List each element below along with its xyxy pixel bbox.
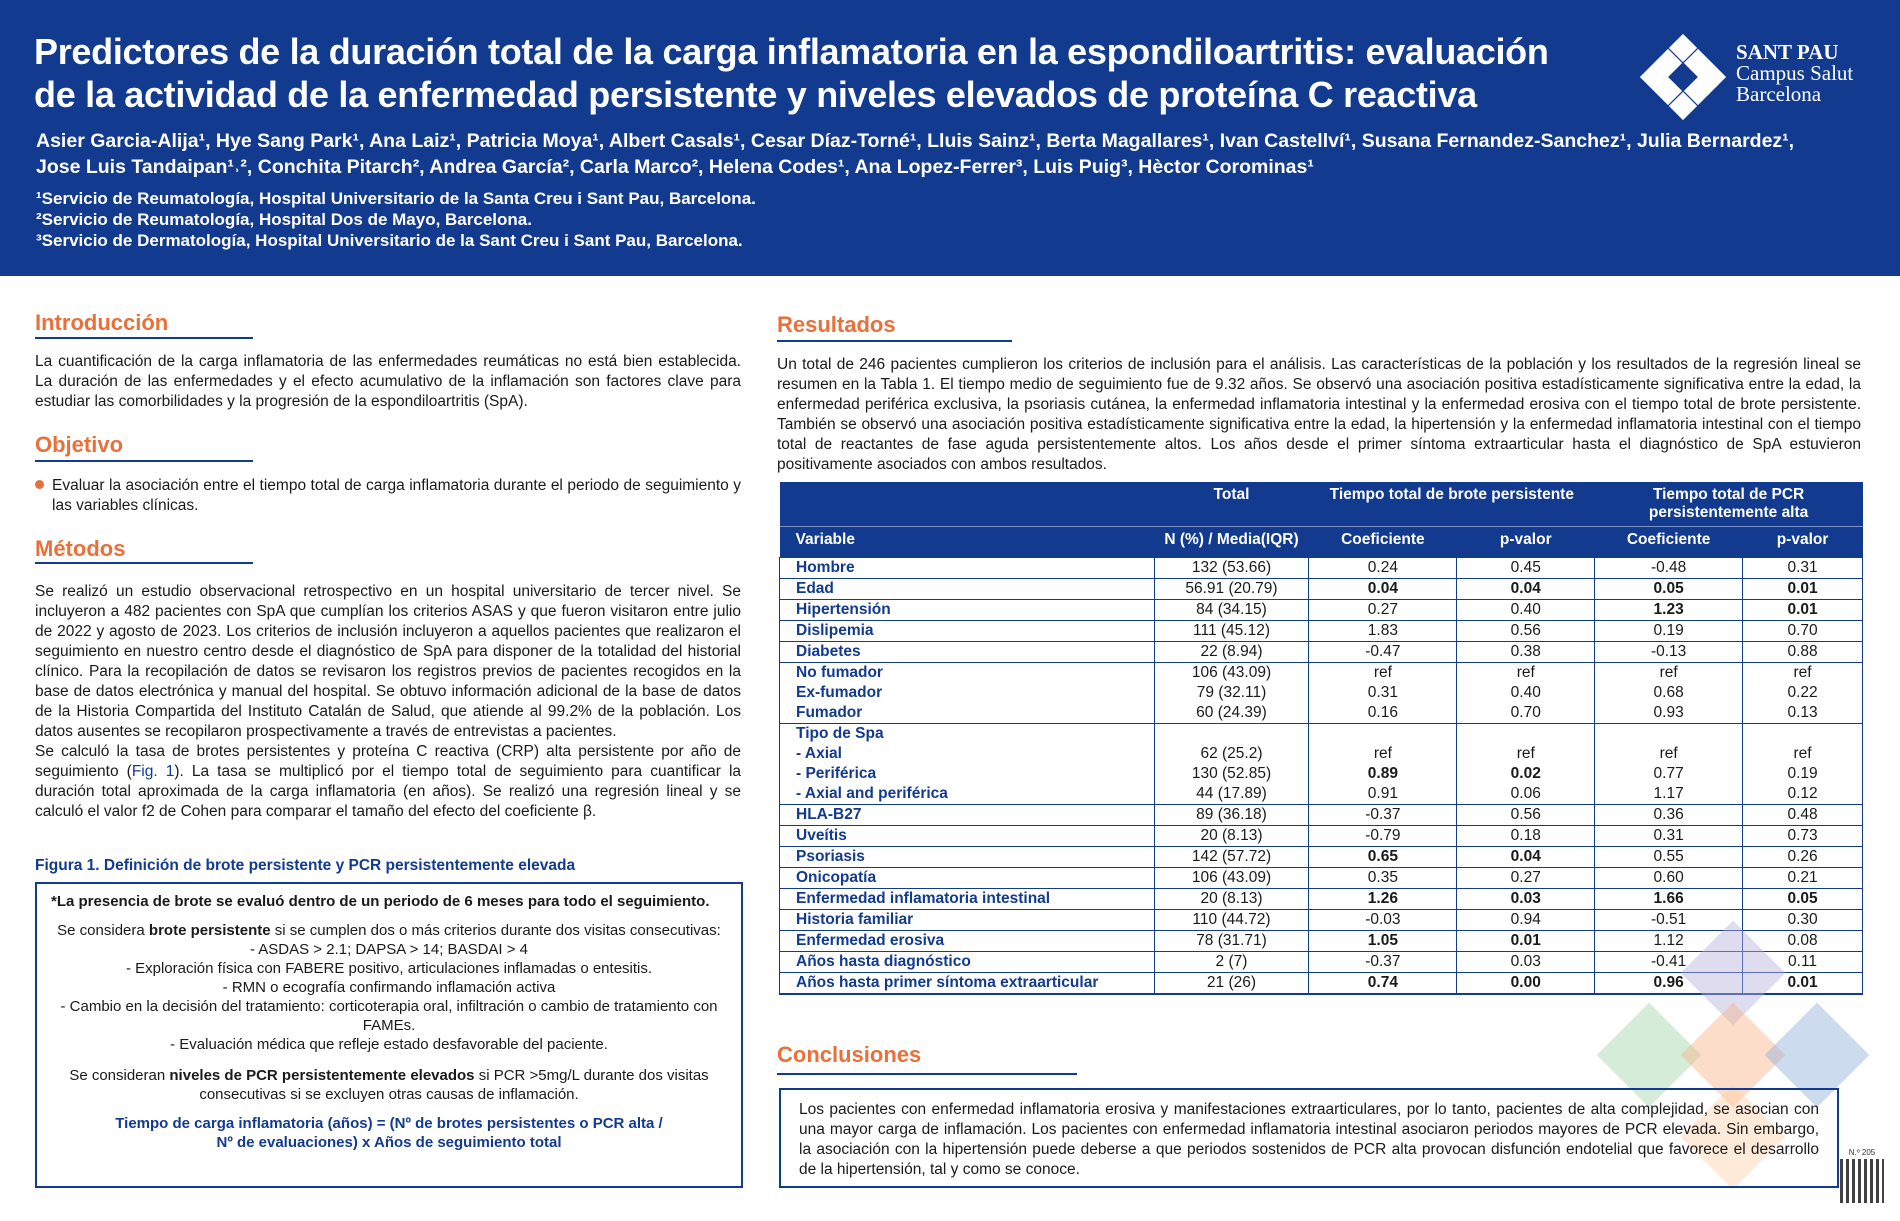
cell-coef-pcr: 0.60 xyxy=(1595,868,1743,889)
cell-coef-brote: ref xyxy=(1309,663,1457,684)
cell-coef-pcr: ref xyxy=(1595,744,1743,764)
cell-coef-pcr: 0.68 xyxy=(1595,683,1743,703)
cell-p-brote: 0.04 xyxy=(1457,847,1595,868)
cell-total: 111 (45.12) xyxy=(1154,621,1309,642)
metodos-heading: Métodos xyxy=(35,536,126,561)
cell-coef-pcr: 0.77 xyxy=(1595,764,1743,784)
cell-p-pcr: 0.01 xyxy=(1743,579,1863,600)
table-row xyxy=(780,683,1863,703)
cell-p-pcr: 0.19 xyxy=(1743,764,1863,784)
table-row xyxy=(780,889,1863,910)
cell-coef-pcr: 1.12 xyxy=(1595,931,1743,952)
cell-variable: No fumador xyxy=(780,663,1155,684)
cell-coef-pcr: -0.48 xyxy=(1595,558,1743,579)
heading-underline xyxy=(35,562,253,564)
table-header-row-2 xyxy=(780,527,1863,558)
table-row xyxy=(780,847,1863,868)
results-table xyxy=(779,482,1863,995)
author-list: Asier Garcia-Alija¹, Hye Sang Park¹, Ana Laiz¹, Patricia Moya¹, Albert Casals¹, Cesar Díaz-Torné¹, Lluis Sainz¹, Berta Magallares¹, Ivan Castellví¹, Susana Fernandez-Sanchez¹, Julia Bernardez¹, Jose Luis Tandaipan¹˒², Conchita Pitarch², Andrea García², Carla Marco², Helena Codes¹, Ana Lopez-Ferrer³, Luis Puig³, Hèctor Corominas¹ xyxy=(36,130,1795,178)
cell-coef-brote: 1.26 xyxy=(1309,889,1457,910)
cell-variable: Hombre xyxy=(780,558,1155,579)
cell-variable: - Axial and periférica xyxy=(780,784,1155,805)
cell-total xyxy=(1154,724,1309,745)
introduccion-heading: Introducción xyxy=(35,310,169,335)
cell-total: 20 (8.13) xyxy=(1154,889,1309,910)
metodos-paragraph-1: Se realizó un estudio observacional retrospectivo en un hospital universitario de tercer nivel. Se incluyeron a 482 pacientes con SpA que cumplían los criterios ASAS y que fueron visitaron entre julio de 2022 y agosto de 2023. Los criterios de inclusión incluyeron a aquellos pacientes que realizaron el seguimiento en nuestro centro desde el diagnóstico de SpA para disponer de la totalidad del historial clínico. Para la recopilación de datos se revisaron los registros previos de pacientes recogidos en la base de datos electrónica y manual del hospital. Se obtuvo información adicional de la base de datos de la Historia Compartida del Instituto Catalán de Salud, que atiende al 99.2% de la población. Los datos ausentes se recopilaron prospectivamente a través de entrevistas a pacientes. xyxy=(35,583,741,740)
table-row xyxy=(780,703,1863,724)
cell-coef-pcr: 0.36 xyxy=(1595,805,1743,826)
qr-code-icon xyxy=(1840,1159,1884,1203)
pcr-definition: Se consideran niveles de PCR persistentemente elevados si PCR >5mg/L durante dos visitas consecutivas si se excluyen otras causas de inflamación. xyxy=(69,1067,709,1103)
cell-total: 44 (17.89) xyxy=(1154,784,1309,805)
cell-coef-pcr xyxy=(1595,724,1743,745)
cell-coef-pcr: 0.96 xyxy=(1595,973,1743,995)
cell-total: 22 (8.94) xyxy=(1154,642,1309,663)
cell-coef-brote: 0.31 xyxy=(1309,683,1457,703)
cell-total: 106 (43.09) xyxy=(1154,868,1309,889)
criterion-item: - ASDAS > 2.1; DAPSA > 14; BASDAI > 4 xyxy=(249,941,529,958)
cell-variable: Historia familiar xyxy=(780,910,1155,931)
cell-coef-brote: -0.47 xyxy=(1309,642,1457,663)
cell-p-pcr: 0.05 xyxy=(1743,889,1863,910)
col-header-variable: Variable xyxy=(780,527,1155,558)
col-header-pcr: Tiempo total de PCR persistentemente alta xyxy=(1595,482,1863,527)
table-row xyxy=(780,931,1863,952)
cell-p-brote: 0.01 xyxy=(1457,931,1595,952)
metodos-paragraph-2: Se calculó la tasa de brotes persistentes y proteína C reactiva (CRP) alta persistente por año de seguimiento (Fig. 1). La tasa se multiplicó por el tiempo total de seguimiento para cuantificar la duración total aproximada de la carga inflamatoria (en años). Se realizó una regresión lineal y se calculó el valor f2 de Cohen para comparar el tamaño del efecto del coeficiente β. xyxy=(35,743,742,820)
cell-p-pcr: 0.88 xyxy=(1743,642,1863,663)
cell-coef-brote: -0.37 xyxy=(1309,952,1457,973)
cell-p-brote: ref xyxy=(1457,744,1595,764)
cell-coef-brote: 0.24 xyxy=(1309,558,1457,579)
cell-p-brote: 0.38 xyxy=(1457,642,1595,663)
table-row xyxy=(780,600,1863,621)
cell-coef-brote: 1.83 xyxy=(1309,621,1457,642)
cell-coef-brote: 0.35 xyxy=(1309,868,1457,889)
cell-p-pcr: 0.26 xyxy=(1743,847,1863,868)
cell-p-pcr: 0.22 xyxy=(1743,683,1863,703)
cell-total: 56.91 (20.79) xyxy=(1154,579,1309,600)
table-row xyxy=(780,805,1863,826)
cell-coef-pcr: ref xyxy=(1595,663,1743,684)
cell-coef-pcr: 1.66 xyxy=(1595,889,1743,910)
cell-variable: Años hasta diagnóstico xyxy=(780,952,1155,973)
heading-underline xyxy=(35,460,253,462)
cell-total: 79 (32.11) xyxy=(1154,683,1309,703)
figure-1-box xyxy=(35,882,743,1188)
cell-coef-brote: 0.65 xyxy=(1309,847,1457,868)
col-header-n: N (%) / Media(IQR) xyxy=(1154,527,1309,558)
table-row xyxy=(780,724,1863,745)
cell-coef-pcr: -0.51 xyxy=(1595,910,1743,931)
cell-p-brote: 0.70 xyxy=(1457,703,1595,724)
objetivo-bullet xyxy=(35,476,741,516)
cell-coef-brote: 0.27 xyxy=(1309,600,1457,621)
conclusiones-heading: Conclusiones xyxy=(777,1042,922,1067)
table-header-row-1 xyxy=(780,482,1863,527)
conclusiones-box xyxy=(779,1088,1839,1188)
cell-p-brote: 0.03 xyxy=(1457,952,1595,973)
cell-total: 2 (7) xyxy=(1154,952,1309,973)
formula: Tiempo de carga inflamatoria (años) = (Nº de brotes persistentes o PCR alta / Nº de evaluaciones) x Años de seguimiento total xyxy=(115,1115,663,1151)
metodos-text xyxy=(35,582,741,822)
heading-underline xyxy=(777,1073,1077,1075)
cell-variable: Edad xyxy=(780,579,1155,600)
heading-underline xyxy=(777,340,1012,342)
cell-variable: Tipo de Spa xyxy=(780,724,1155,745)
cell-coef-brote: -0.79 xyxy=(1309,826,1457,847)
criterion-item: - Exploración física con FABERE positivo, articulaciones inflamadas o entesitis. xyxy=(125,960,653,977)
cell-variable: HLA-B27 xyxy=(780,805,1155,826)
sant-pau-logo-icon xyxy=(1640,34,1726,120)
cell-p-pcr: ref xyxy=(1743,663,1863,684)
cell-variable: - Axial xyxy=(780,744,1155,764)
col-header-coef1: Coeficiente xyxy=(1309,527,1457,558)
table-row xyxy=(780,642,1863,663)
cell-variable: Enfermedad inflamatoria intestinal xyxy=(780,889,1155,910)
table-row xyxy=(780,826,1863,847)
resultados-heading: Resultados xyxy=(777,312,896,337)
cell-total: 142 (57.72) xyxy=(1154,847,1309,868)
table-row xyxy=(780,663,1863,684)
brote-definition: Se considera brote persistente si se cumplen dos o más criterios durante dos visitas consecutivas: xyxy=(57,922,721,939)
affiliation-1: ¹Servicio de Reumatología, Hospital Universitario de la Santa Creu i Sant Pau, Barcelona. xyxy=(36,189,756,208)
cell-p-pcr: 0.01 xyxy=(1743,600,1863,621)
introduccion-text: La cuantificación de la carga inflamatoria de las enfermedades reumáticas no está bien establecida. La duración de las enfermedades y el efecto acumulativo de la inflamación son factores clave para estudiar las comorbilidades y la progresión de la espondiloartritis (SpA). xyxy=(35,353,741,410)
cell-coef-brote: 1.05 xyxy=(1309,931,1457,952)
cell-variable: Enfermedad erosiva xyxy=(780,931,1155,952)
cell-p-brote: 0.00 xyxy=(1457,973,1595,995)
table-row xyxy=(780,764,1863,784)
figure-note: *La presencia de brote se evaluó dentro de un periodo de 6 meses para todo el seguimiento. xyxy=(51,893,710,910)
cell-total: 89 (36.18) xyxy=(1154,805,1309,826)
cell-p-brote: 0.06 xyxy=(1457,784,1595,805)
cell-p-brote: 0.40 xyxy=(1457,600,1595,621)
cell-variable: - Periférica xyxy=(780,764,1155,784)
qr-code[interactable] xyxy=(1838,1148,1886,1212)
affiliation-2: ²Servicio de Reumatología, Hospital Dos de Mayo, Barcelona. xyxy=(36,210,532,229)
affiliation-3: ³Servicio de Dermatología, Hospital Universitario de la Sant Creu i Sant Pau, Barcelona. xyxy=(36,231,743,250)
conclusiones-text: Los pacientes con enfermedad inflamatoria erosiva y manifestaciones extraarticulares, por lo tanto, pacientes de alta complejidad, se asocian con una mayor carga de inflamación. Los pacientes con enfermedad inflamatoria intestinal asociaron periodos mayores de PCR elevada. Sin embargo, la asociación con la hipertensión puede deberse a que periodos sostenidos de PCR alta provocan disfunción endotelial que favorece el desarrollo de la hipertensión, tal y como se conoce. xyxy=(799,1101,1819,1178)
table-row xyxy=(780,744,1863,764)
cell-coef-brote: ref xyxy=(1309,744,1457,764)
table-body xyxy=(780,558,1863,995)
col-header-brote: Tiempo total de brote persistente xyxy=(1309,482,1595,527)
cell-coef-pcr: -0.41 xyxy=(1595,952,1743,973)
cell-variable: Ex-fumador xyxy=(780,683,1155,703)
cell-coef-brote: -0.37 xyxy=(1309,805,1457,826)
cell-total: 132 (53.66) xyxy=(1154,558,1309,579)
cell-p-pcr: 0.13 xyxy=(1743,703,1863,724)
cell-coef-pcr: 0.19 xyxy=(1595,621,1743,642)
cell-p-pcr: 0.31 xyxy=(1743,558,1863,579)
cell-p-brote: 0.27 xyxy=(1457,868,1595,889)
cell-coef-brote: -0.03 xyxy=(1309,910,1457,931)
cell-coef-pcr: 1.17 xyxy=(1595,784,1743,805)
cell-total: 78 (31.71) xyxy=(1154,931,1309,952)
figure-caption: Figura 1. Definición de brote persistente y PCR persistentemente elevada xyxy=(35,857,576,874)
cell-coef-pcr: 1.23 xyxy=(1595,600,1743,621)
cell-coef-brote: 0.04 xyxy=(1309,579,1457,600)
cell-p-pcr: 0.08 xyxy=(1743,931,1863,952)
logo-line2: Campus Salut xyxy=(1736,61,1854,85)
poster-number: N.º 205 xyxy=(1848,1148,1876,1157)
col-header-p2: p-valor xyxy=(1743,527,1863,558)
cell-p-brote: ref xyxy=(1457,663,1595,684)
logo-line3: Barcelona xyxy=(1736,82,1822,106)
table-row xyxy=(780,784,1863,805)
cell-total: 60 (24.39) xyxy=(1154,703,1309,724)
criterion-item: - RMN o ecografía confirmando inflamación activa xyxy=(222,979,556,996)
cell-variable: Psoriasis xyxy=(780,847,1155,868)
cell-variable: Dislipemia xyxy=(780,621,1155,642)
col-header-p1: p-valor xyxy=(1457,527,1595,558)
cell-p-brote: 0.94 xyxy=(1457,910,1595,931)
table-row xyxy=(780,579,1863,600)
heading-underline xyxy=(35,337,253,339)
cell-total: 84 (34.15) xyxy=(1154,600,1309,621)
cell-p-brote: 0.02 xyxy=(1457,764,1595,784)
resultados-text: Un total de 246 pacientes cumplieron los criterios de inclusión para el análisis. Las características de la población y los resultados de la regresión lineal se resumen en la Tabla 1. El tiempo medio de seguimiento fue de 9.32 años. Se observó una asociación positiva estadísticamente significativa entre la edad, la enfermedad periférica exclusiva, la psoriasis cutánea, la enfermedad inflamatoria intestinal y la enfermedad erosiva con el tiempo total de brote persistente. También se observó una asociación positiva estadísticamente significativa entre la edad, la hipertensión y la enfermedad inflamatoria intestinal con el tiempo total de reactantes de fase aguda persistentemente altos. Los años desde el primer síntoma extraarticular hasta el diagnóstico de SpA estuvieron positivamente asociados con ambos resultados. xyxy=(777,356,1861,473)
criterion-item: - Cambio en la decisión del tratamiento: corticoterapia oral, infiltración o cambio de tratamiento con FAMEs. xyxy=(60,998,718,1034)
cell-p-brote: 0.18 xyxy=(1457,826,1595,847)
cell-p-brote: 0.56 xyxy=(1457,621,1595,642)
affiliations xyxy=(36,188,1236,251)
cell-p-pcr: ref xyxy=(1743,744,1863,764)
table-row xyxy=(780,910,1863,931)
bullet-icon xyxy=(35,480,44,489)
cell-coef-brote: 0.89 xyxy=(1309,764,1457,784)
col-header-coef2: Coeficiente xyxy=(1595,527,1743,558)
cell-coef-pcr: 0.05 xyxy=(1595,579,1743,600)
criterion-item: - Evaluación médica que refleje estado desfavorable del paciente. xyxy=(170,1036,608,1053)
cell-variable: Fumador xyxy=(780,703,1155,724)
table-row xyxy=(780,558,1863,579)
poster-header xyxy=(0,0,1900,276)
cell-total: 106 (43.09) xyxy=(1154,663,1309,684)
objetivo-heading: Objetivo xyxy=(35,432,124,457)
cell-p-pcr: 0.21 xyxy=(1743,868,1863,889)
cell-total: 62 (25.2) xyxy=(1154,744,1309,764)
cell-p-pcr xyxy=(1743,724,1863,745)
cell-coef-pcr: 0.31 xyxy=(1595,826,1743,847)
table-row xyxy=(780,621,1863,642)
cell-p-pcr: 0.48 xyxy=(1743,805,1863,826)
cell-total: 130 (52.85) xyxy=(1154,764,1309,784)
cell-coef-pcr: 0.93 xyxy=(1595,703,1743,724)
cell-coef-brote: 0.91 xyxy=(1309,784,1457,805)
poster-title: Predictores de la duración total de la carga inflamatoria en la espondiloartritis: evaluación de la actividad de la enfermedad persistente y niveles elevados de proteína C reactiva xyxy=(34,31,1549,115)
cell-p-brote xyxy=(1457,724,1595,745)
table-row xyxy=(780,868,1863,889)
sant-pau-logo xyxy=(1640,34,1870,124)
cell-variable: Diabetes xyxy=(780,642,1155,663)
logo-line1: SANT PAU xyxy=(1736,40,1839,64)
cell-p-pcr: 0.11 xyxy=(1743,952,1863,973)
criteria-list xyxy=(51,940,727,1054)
cell-p-pcr: 0.30 xyxy=(1743,910,1863,931)
cell-coef-pcr: 0.55 xyxy=(1595,847,1743,868)
cell-p-brote: 0.40 xyxy=(1457,683,1595,703)
fig1-link[interactable]: Fig. 1 xyxy=(131,763,175,780)
cell-total: 21 (26) xyxy=(1154,973,1309,995)
cell-p-pcr: 0.73 xyxy=(1743,826,1863,847)
cell-variable: Uveítis xyxy=(780,826,1155,847)
cell-coef-brote: 0.16 xyxy=(1309,703,1457,724)
col-header-total: Total xyxy=(1154,482,1309,527)
cell-p-brote: 0.45 xyxy=(1457,558,1595,579)
cell-coef-brote xyxy=(1309,724,1457,745)
cell-variable: Onicopatía xyxy=(780,868,1155,889)
cell-p-pcr: 0.01 xyxy=(1743,973,1863,995)
cell-total: 20 (8.13) xyxy=(1154,826,1309,847)
cell-p-pcr: 0.70 xyxy=(1743,621,1863,642)
cell-p-brote: 0.56 xyxy=(1457,805,1595,826)
cell-variable: Años hasta primer síntoma extraarticular xyxy=(780,973,1155,995)
cell-p-pcr: 0.12 xyxy=(1743,784,1863,805)
cell-total: 110 (44.72) xyxy=(1154,910,1309,931)
objetivo-bullet-text: Evaluar la asociación entre el tiempo total de carga inflamatoria durante el periodo de seguimiento y las variables clínicas. xyxy=(52,477,741,514)
cell-p-brote: 0.04 xyxy=(1457,579,1595,600)
cell-variable: Hipertensión xyxy=(780,600,1155,621)
cell-coef-pcr: -0.13 xyxy=(1595,642,1743,663)
cell-coef-brote: 0.74 xyxy=(1309,973,1457,995)
cell-p-brote: 0.03 xyxy=(1457,889,1595,910)
